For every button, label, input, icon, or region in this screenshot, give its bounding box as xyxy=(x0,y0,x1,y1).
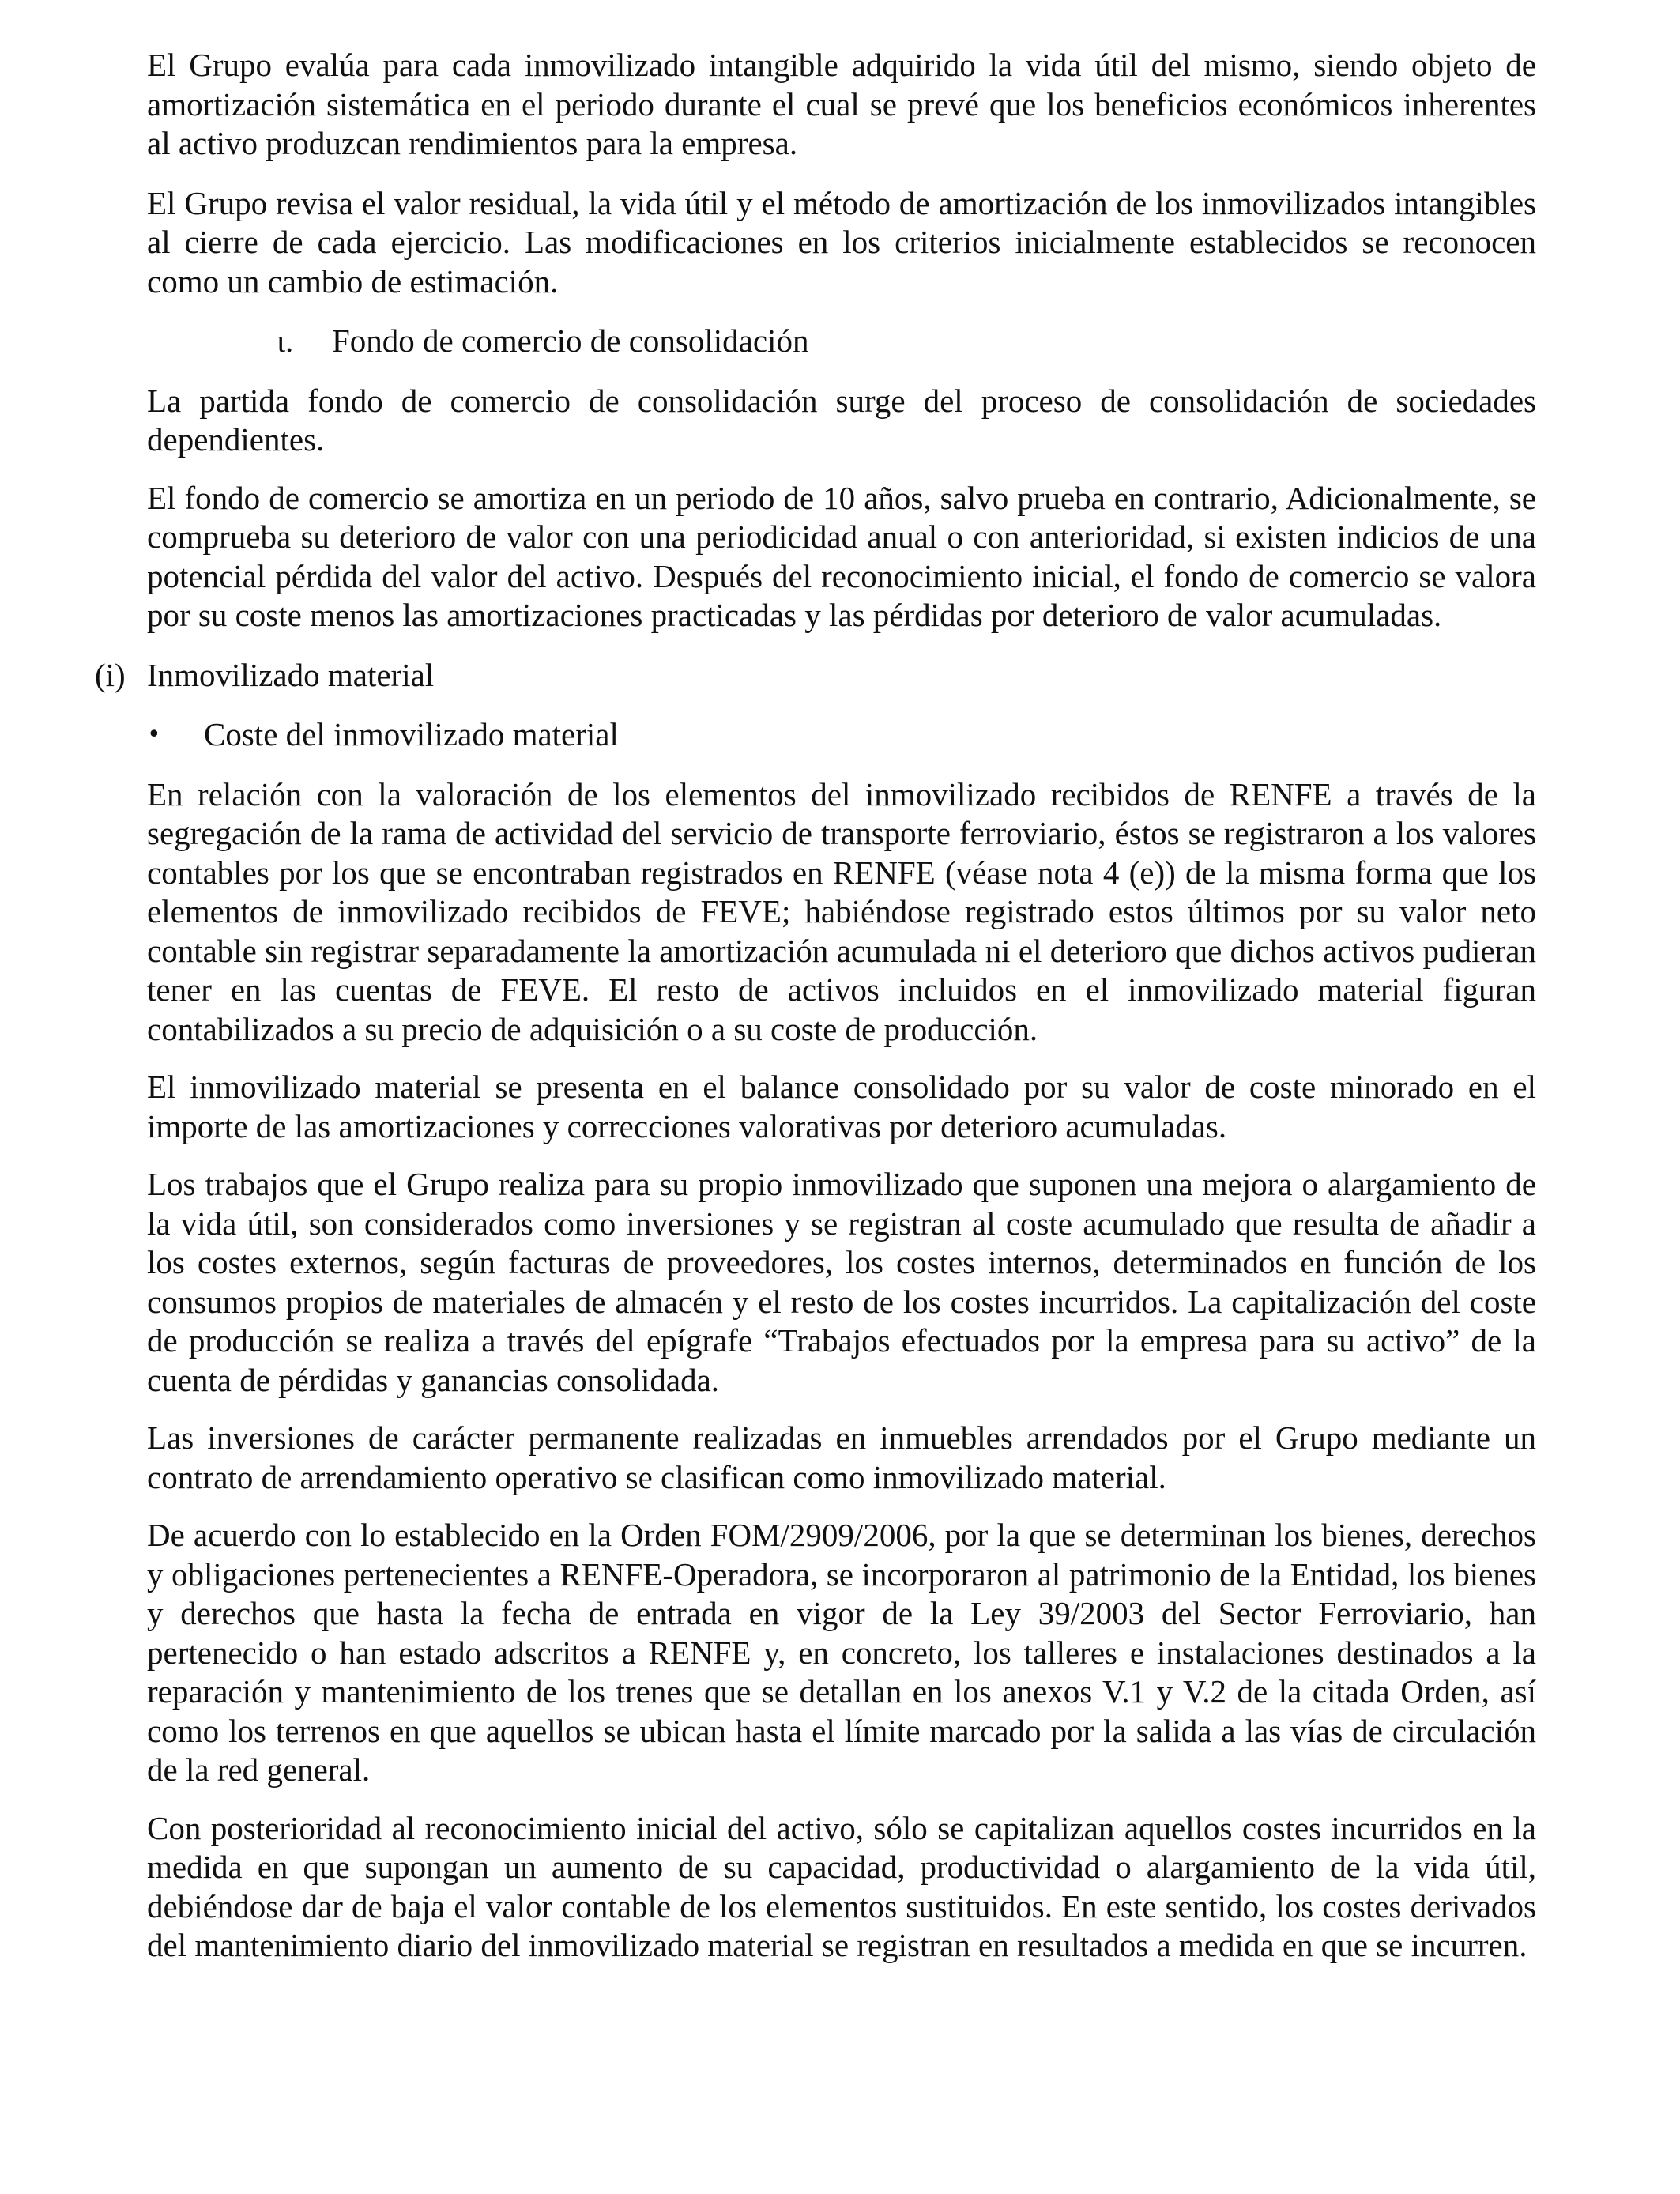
paragraph-goodwill-origin: La partida fondo de comercio de consolidación surge del proceso de consolidación de sociedades dependientes. xyxy=(147,382,1536,458)
paragraph-goodwill-amortization: El fondo de comercio se amortiza en un periodo de 10 años, salvo prueba en contrario, Adicionalmente, se comprueba su deterioro de valor con una periodicidad anual o con anterioridad, si existen indicios de una potencial pérdida del valor del activo. Después del reconocimiento inicial, el fondo de comercio se valora por su coste menos las amortizaciones practicadas y las pérdidas por deterioro de valor acumuladas. xyxy=(147,479,1536,633)
paragraph-own-works: Los trabajos que el Grupo realiza para su propio inmovilizado que suponen una mejora o alargamiento de la vida útil, son considerados como inversiones y se registran al coste acumulado que resulta de añadir a los costes externos, según facturas de proveedores, los costes internos, determinados en función de los consumos propios de materiales de almacén y el resto de los costes incurridos. La capitalización del coste de producción se realiza a través del epígrafe “Trabajos efectuados por la empresa para su activo” de la cuenta de pérdidas y ganancias consolidada. xyxy=(147,1166,1536,1398)
paragraph-orden-fom: De acuerdo con lo establecido en la Orden FOM/2909/2006, por la que se determinan los bienes, derechos y obligaciones pertenecientes a RENFE-Operadora, se incorporaron al patrimonio de la Entidad, los bienes y derechos que hasta la fecha de entrada en vigor de la Ley 39/2003 del Sector Ferroviario, han pertenecido o han estado adscritos a RENFE y, en concreto, los talleres e instalaciones destinados a la reparación y mantenimiento de los trenes que se detallan en los anexos V.1 y V.2 de la citada Orden, así como los terrenos en que aquellos se ubican hasta el límite marcado por la salida a las vías de circulación de la red general. xyxy=(147,1517,1536,1788)
section-marker: (i) xyxy=(95,656,126,693)
paragraph-balance-presentation: El inmovilizado material se presenta en el balance consolidado por su valor de coste minorado en el importe de las amortizaciones y correcciones valorativas por deterioro acumuladas. xyxy=(147,1069,1536,1144)
document-page xyxy=(95,46,1536,1966)
section-tangible-heading xyxy=(95,656,1536,696)
paragraph-leased-property: Las inversiones de carácter permanente realizadas en inmuebles arrendados por el Grupo mediante un contrato de arrendamiento operativo se clasifican como inmovilizado material. xyxy=(147,1419,1536,1495)
subsection-marker: ι. xyxy=(277,322,294,359)
paragraph-useful-life: El Grupo evalúa para cada inmovilizado intangible adquirido la vida útil del mismo, siendo objeto de amortización sistemática en el periodo durante el cual se prevé que los beneficios económicos inherentes al activo produzcan rendimientos para la empresa. xyxy=(147,47,1536,161)
paragraph-residual-value-review: El Grupo revisa el valor residual, la vida útil y el método de amortización de los inmovilizados intangibles al cierre de cada ejercicio. Las modificaciones en los criterios inicialmente establecidos se reconocen como un cambio de estimación. xyxy=(147,184,1536,300)
paragraph-subsequent-costs: Con posterioridad al reconocimiento inicial del activo, sólo se capitalizan aquellos costes incurridos en la medida en que supongan un aumento de su capacidad, productividad o alargamiento de la vida útil, debiéndose dar de baja el valor contable de los elementos sustituidos. En este sentido, los costes derivados del mantenimiento diario del inmovilizado material se registran en resultados a medida en que se incurren. xyxy=(147,1809,1536,1963)
bullet-cost-heading xyxy=(147,715,1536,755)
subsection-title: Fondo de comercio de consolidación xyxy=(332,322,809,359)
section-title: Inmovilizado material xyxy=(147,656,435,693)
subsection-goodwill-heading xyxy=(147,322,1536,361)
bullet-icon: • xyxy=(147,721,161,748)
bullet-title: Coste del inmovilizado material xyxy=(204,716,619,752)
paragraph-renfe-valuation: En relación con la valoración de los elementos del inmovilizado recibidos de RENFE a través de la segregación de la rama de actividad del servicio de transporte ferroviario, éstos se registraron a los valores contables por los que se encontraban registrados en RENFE (véase nota 4 (e)) de la misma forma que los elementos de inmovilizado recibidos de FEVE; habiéndose registrado estos últimos por su valor neto contable sin registrar separadamente la amortización acumulada ni el deterioro que dichos activos pudieran tener en las cuentas de FEVE. El resto de activos incluidos en el inmovilizado material figuran contabilizados a su precio de adquisición o a su coste de producción. xyxy=(147,775,1536,1047)
